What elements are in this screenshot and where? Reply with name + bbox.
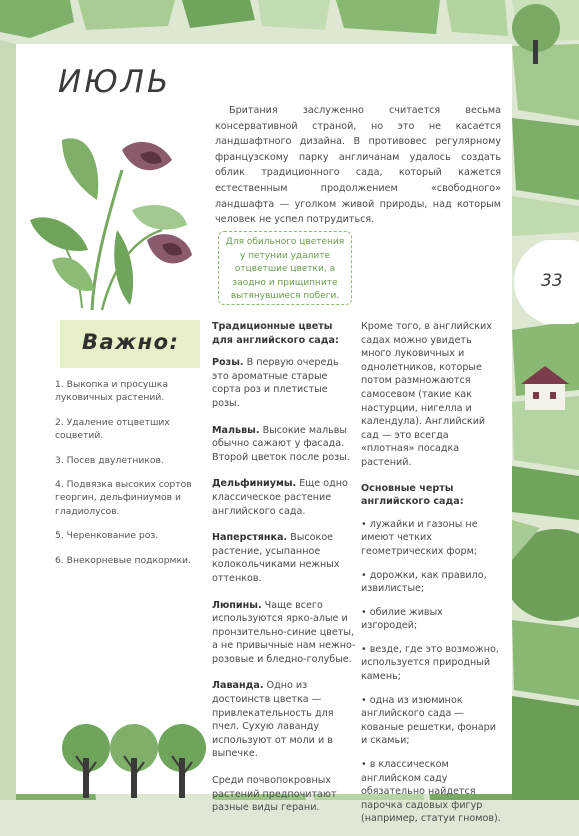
flower-entry-mallows: Мальвы. Высокие мальвы обычно сажают у фасада. Второй цветок после розы. [212, 424, 350, 463]
flower-entry-lavender: Лаванда. Одно из достоинств цветка — привлекательность для пчел. Сухую лаванду используют от моли и в выпечке. [212, 680, 334, 760]
features-intro: Кроме того, в английских садах можно увидеть много луковичных и однолетников, которые потом размножаются самосевом (такие как настурции, нигелла и календула). Английский сад — это всегда «плотная» посадка растений. [361, 321, 492, 468]
list-item: 3. Посев двулетников. [55, 454, 164, 466]
list-item: 4. Подвязка высоких сортов георгин, дельфиниумов и гладиолусов. [55, 479, 192, 517]
list-item: 2. Удаление отцветших соцветий. [55, 416, 170, 442]
list-item: 6. Внекорневые подкормки. [55, 554, 191, 566]
features-list [361, 518, 501, 826]
page-number-tab [500, 240, 579, 324]
july-task-list [55, 378, 205, 578]
ground-cover-note: Среди почвопокровных растений предпочитают разные виды герани. [212, 775, 337, 814]
list-item: • везде, где это возможно, используется природный камень; [361, 643, 499, 683]
flower-entry-lupins: Люпины. Чаще всего используются ярко-алые и пронзительно-синие цветы, а не привычные нам нежно-розовые и бледно-голубые. [212, 599, 356, 665]
flower-entry-foxglove: Наперстянка. Высокое растение, усыпанное колокольчиками нежных оттенков. [212, 532, 340, 584]
features-heading: Основные черты английского сада: [361, 482, 464, 508]
page-title: ИЮЛЬ [58, 64, 172, 100]
tip-text: Для обильного цветения у петунии удалите отцветшие цветки, а заодно и прищипните вытянувшиеся побеги. [225, 237, 345, 302]
list-item: 5. Черенкование роз. [55, 530, 159, 542]
list-item: • дорожки, как правило, извилистые; [361, 569, 487, 595]
foxglove-illustration [22, 130, 202, 315]
list-item: • обилие живых изгородей; [361, 606, 443, 632]
list-item: 1. Выкопка и просушка луковичных растений. [55, 379, 168, 404]
features-column [361, 320, 501, 836]
list-item: • одна из изюминок английского сада — кованые решетки, фонари и скамьи; [361, 694, 496, 747]
flower-entry-roses: Розы. В первую очередь это ароматные старые сорта роз и плетистые розы. [212, 357, 339, 409]
intro-paragraph: Британия заслуженно считается весьма консервативной страной, но это не касается ландшафтного дизайна. В противовес регулярному французскому парку англичанам удалось создать облик традиционного сада, который кажется естественным продолжением «свободного» ландшафта — уголком живой природы, над которым человек не успел потрудиться. [215, 105, 501, 226]
flowers-column [212, 320, 356, 828]
page-number: 33 [541, 271, 563, 291]
list-item: • в классическом английском саду обязательно найдется парочка садовых фигур (например, статуи гномов). [361, 759, 501, 825]
flowers-heading: Традиционные цветы для английского сада: [212, 321, 339, 346]
important-label: Важно: [82, 330, 180, 354]
list-item: • лужайки и газоны не имеют четких геометрических форм; [361, 518, 478, 557]
trees-illustration [58, 718, 208, 800]
flower-entry-delphiniums: Дельфиниумы. Еще одно классическое растение английского сада. [212, 478, 348, 517]
